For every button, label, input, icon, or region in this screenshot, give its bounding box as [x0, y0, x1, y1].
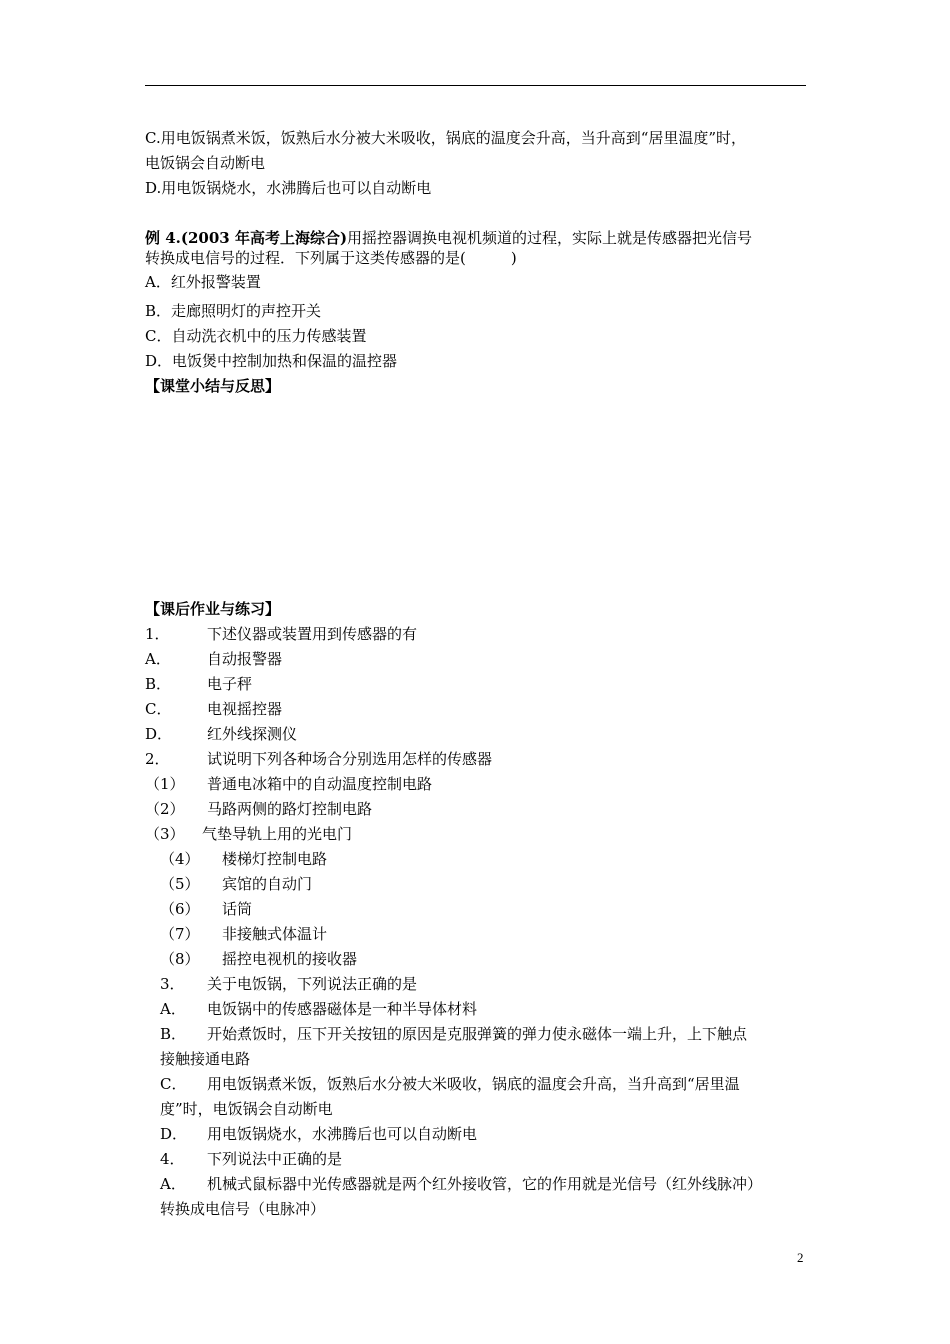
q1-text: 下述仪器或装置用到传感器的有: [207, 625, 418, 643]
q3-option-a: A． 电饭锅中的传感器磁体是一种半导体材料: [160, 1000, 478, 1018]
example4-option-c: C．自动洗衣机中的压力传感装置: [145, 327, 367, 345]
q2-line: [145, 749, 492, 769]
option-c-line1: C.用电饭锅煮米饭，饭熟后水分被大米吸收，锅底的温度会升高，当升高到“居里温度”时，: [145, 129, 747, 147]
q3-option-c: C． 用电饭锅煮米饭，饭熟后水分被大米吸收，锅底的温度会升高，当升高到“居里温: [160, 1075, 740, 1093]
q1-option-c: C． 电视摇控器: [145, 700, 283, 718]
q2-item-1: （1） 普通电冰箱中的自动温度控制电路: [145, 775, 433, 793]
q3-line: [160, 974, 417, 994]
q1-line: [145, 624, 417, 644]
q2-item-3: （3） 气垫导轨上用的光电门: [145, 825, 353, 843]
q2-item-8: （8） 摇控电视机的接收器: [160, 950, 358, 968]
example4-line2: 转换成电信号的过程．下列属于这类传感器的是( ): [145, 249, 517, 267]
example4-text1: 用摇控器调换电视机频道的过程，实际上就是传感器把光信号: [347, 229, 753, 247]
q4-option-a: A． 机械式鼠标器中光传感器就是两个红外接收管，它的作用就是光信号（红外线脉冲）: [160, 1175, 763, 1193]
q3-option-c-cont: 度”时，电饭锅会自动断电: [160, 1100, 333, 1118]
q3-option-b-cont: 接触接通电路: [160, 1050, 251, 1068]
q2-number: 2．: [145, 750, 170, 768]
example4-option-a: A．红外报警装置: [145, 273, 261, 291]
q3-text: 关于电饭锅，下列说法正确的是: [207, 975, 418, 993]
q1-option-b: B． 电子秤: [145, 675, 253, 693]
q3-number: 3．: [160, 975, 185, 993]
q4-line: [160, 1149, 342, 1169]
q3-option-d: D． 用电饭锅烧水，水沸腾后也可以自动断电: [160, 1125, 478, 1143]
example4-label: 例 4.(2003 年高考上海综合): [145, 229, 348, 247]
q4-text: 下列说法中正确的是: [207, 1150, 343, 1168]
q2-text: 试说明下列各种场合分别选用怎样的传感器: [207, 750, 493, 768]
example4-option-d: D．电饭煲中控制加热和保温的温控器: [145, 352, 398, 370]
q1-number: 1．: [145, 625, 170, 643]
example4-option-b: B．走廊照明灯的声控开关: [145, 302, 322, 320]
section-homework-heading: 【课后作业与练习】: [145, 600, 281, 618]
q2-item-6: （6） 话筒: [160, 900, 253, 918]
q2-item-4: （4） 楼梯灯控制电路: [160, 850, 328, 868]
q4-number: 4．: [160, 1150, 185, 1168]
q1-option-a: A． 自动报警器: [145, 650, 283, 668]
q2-item-7: （7） 非接触式体温计: [160, 925, 328, 943]
example4-line1: [145, 228, 752, 248]
section-summary-heading: 【课堂小结与反思】: [145, 377, 281, 395]
q2-item-2: （2） 马路两侧的路灯控制电路: [145, 800, 373, 818]
page-number: 2: [797, 1250, 804, 1265]
q4-option-a-cont: 转换成电信号（电脉冲）: [160, 1200, 326, 1218]
header-rule: [145, 85, 806, 86]
option-d-line: D.用电饭锅烧水，水沸腾后也可以自动断电: [145, 179, 432, 197]
q1-option-d: D． 红外线探测仪: [145, 725, 298, 743]
option-c-line2: 电饭锅会自动断电: [145, 154, 266, 172]
q3-option-b: B． 开始煮饭时，压下开关按钮的原因是克服弹簧的弹力使永磁体一端上升，上下触点: [160, 1025, 748, 1043]
q2-item-5: （5） 宾馆的自动门: [160, 875, 313, 893]
